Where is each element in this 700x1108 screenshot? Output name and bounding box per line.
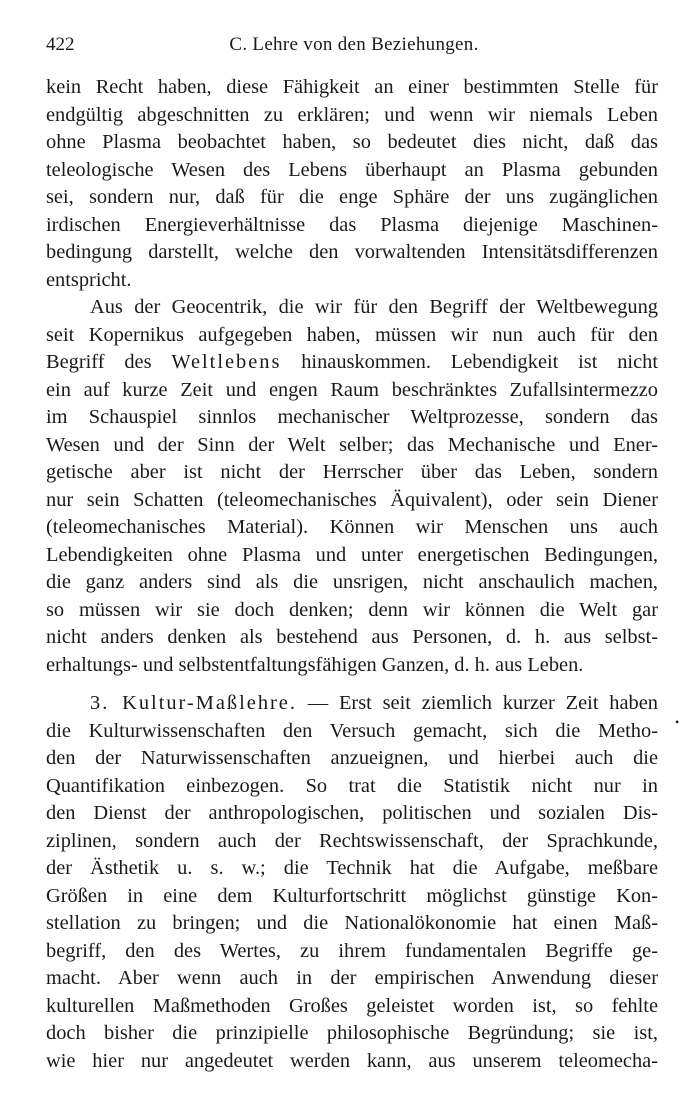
running-title: C. Lehre von den Beziehungen. bbox=[229, 34, 479, 55]
text-line: erhaltungs- und selbstentfaltungsfähigen Ganzen, d. h. aus Leben. bbox=[46, 653, 584, 676]
text-line: Lebendigkeiten ohne Plasma und unter energetischen Bedingungen, bbox=[46, 543, 658, 566]
section-heading: 3. Kultur-Maßlehre. bbox=[90, 692, 297, 714]
text-line bbox=[46, 690, 658, 718]
text-line: doch bisher die prinzipielle philosophische Begründung; sie ist, bbox=[46, 1022, 658, 1044]
margin-mark: • bbox=[675, 715, 680, 729]
text-line: seit Kopernikus aufgegeben haben, müssen wir nun auch für den bbox=[46, 323, 658, 346]
text-line: kein Recht haben, diese Fähigkeit an einer bestimmten Stelle für bbox=[46, 76, 658, 98]
text-fragment: Begriff des bbox=[46, 351, 172, 373]
text-line: wie hier nur angedeutet werden kann, aus unserem teleomecha- bbox=[46, 1049, 658, 1072]
running-head bbox=[46, 34, 662, 60]
text-line: Größen in eine dem Kulturfortschritt möglichst günstige Kon- bbox=[46, 884, 658, 907]
text-line: ohne Plasma beobachtet haben, so bedeutet dies nicht, daß das bbox=[46, 131, 658, 153]
text-line: ziplinen, sondern auch der Rechtswissenschaft, der Sprachkunde, bbox=[46, 829, 658, 852]
text-line: macht. Aber wenn auch in der empirischen Anwendung dieser bbox=[46, 967, 658, 989]
text-line: bedingung darstellt, welche den vorwaltenden Intensitätsdifferenzen bbox=[46, 241, 658, 263]
text-line: Quantifikation einbezogen. So trat die Statistik nicht nur in bbox=[46, 774, 658, 797]
text-fragment: hinauskommen. Lebendigkeit ist nicht bbox=[281, 351, 658, 373]
text-line: so müssen wir sie doch denken; denn wir können die Welt gar bbox=[46, 598, 658, 621]
emphasized-term: Weltlebens bbox=[171, 351, 282, 373]
text-line: entspricht. bbox=[46, 268, 132, 291]
text-line: stellation zu bringen; und die Nationalökonomie hat einen Maß- bbox=[46, 912, 658, 934]
text-line: der Ästhetik u. s. w.; die Technik hat die Aufgabe, meßbare bbox=[46, 857, 658, 879]
text-line: (teleomechanisches Material). Können wir Menschen uns auch bbox=[46, 516, 658, 538]
text-line bbox=[46, 349, 658, 377]
page-number: 422 bbox=[46, 34, 75, 55]
text-fragment: — Erst seit ziemlich kurzer Zeit haben bbox=[296, 692, 658, 714]
section-kultur-masslehre bbox=[46, 690, 658, 1075]
text-line: nur sein Schatten (teleomechanisches Äquivalent), oder sein Diener bbox=[46, 488, 658, 511]
text-line: kulturellen Maßmethoden Großes geleistet worden ist, so fehlte bbox=[46, 994, 658, 1017]
text-line: teleologische Wesen des Lebens überhaupt an Plasma gebunden bbox=[46, 158, 658, 181]
text-line: den Dienst der anthropologischen, politischen und sozialen Dis- bbox=[46, 802, 658, 824]
text-line: irdischen Energieverhältnisse das Plasma diejenige Maschinen- bbox=[46, 213, 658, 236]
text-line: die Kulturwissenschaften den Versuch gemacht, sich die Metho- bbox=[46, 719, 658, 742]
text-line: sei, sondern nur, daß für die enge Sphäre der uns zugänglichen bbox=[46, 186, 658, 208]
text-line: Aus der Geocentrik, die wir für den Begriff der Weltbewegung bbox=[90, 296, 658, 318]
text-line: die ganz anders sind als die unsrigen, nicht anschaulich machen, bbox=[46, 571, 658, 593]
text-line: den der Naturwissenschaften anzueignen, und hierbei auch die bbox=[46, 747, 658, 769]
paragraph-continuation bbox=[46, 74, 658, 294]
paragraph-weltleben bbox=[46, 294, 658, 679]
text-line: nicht anders denken als bestehend aus Personen, d. h. aus selbst- bbox=[46, 626, 658, 648]
text-line: Wesen und der Sinn der Welt selber; das Mechanische und Ener- bbox=[46, 433, 658, 456]
text-line: im Schauspiel sinnlos mechanischer Weltprozesse, sondern das bbox=[46, 406, 658, 428]
text-line: endgültig abgeschnitten zu erklären; und wenn wir niemals Leben bbox=[46, 103, 658, 126]
text-line: getische aber ist nicht der Herrscher über das Leben, sondern bbox=[46, 461, 658, 483]
text-line: ein auf kurze Zeit und engen Raum beschränktes Zufallsintermezzo bbox=[46, 378, 658, 401]
text-line: begriff, den des Wertes, zu ihrem fundamentalen Begriffe ge- bbox=[46, 939, 658, 962]
